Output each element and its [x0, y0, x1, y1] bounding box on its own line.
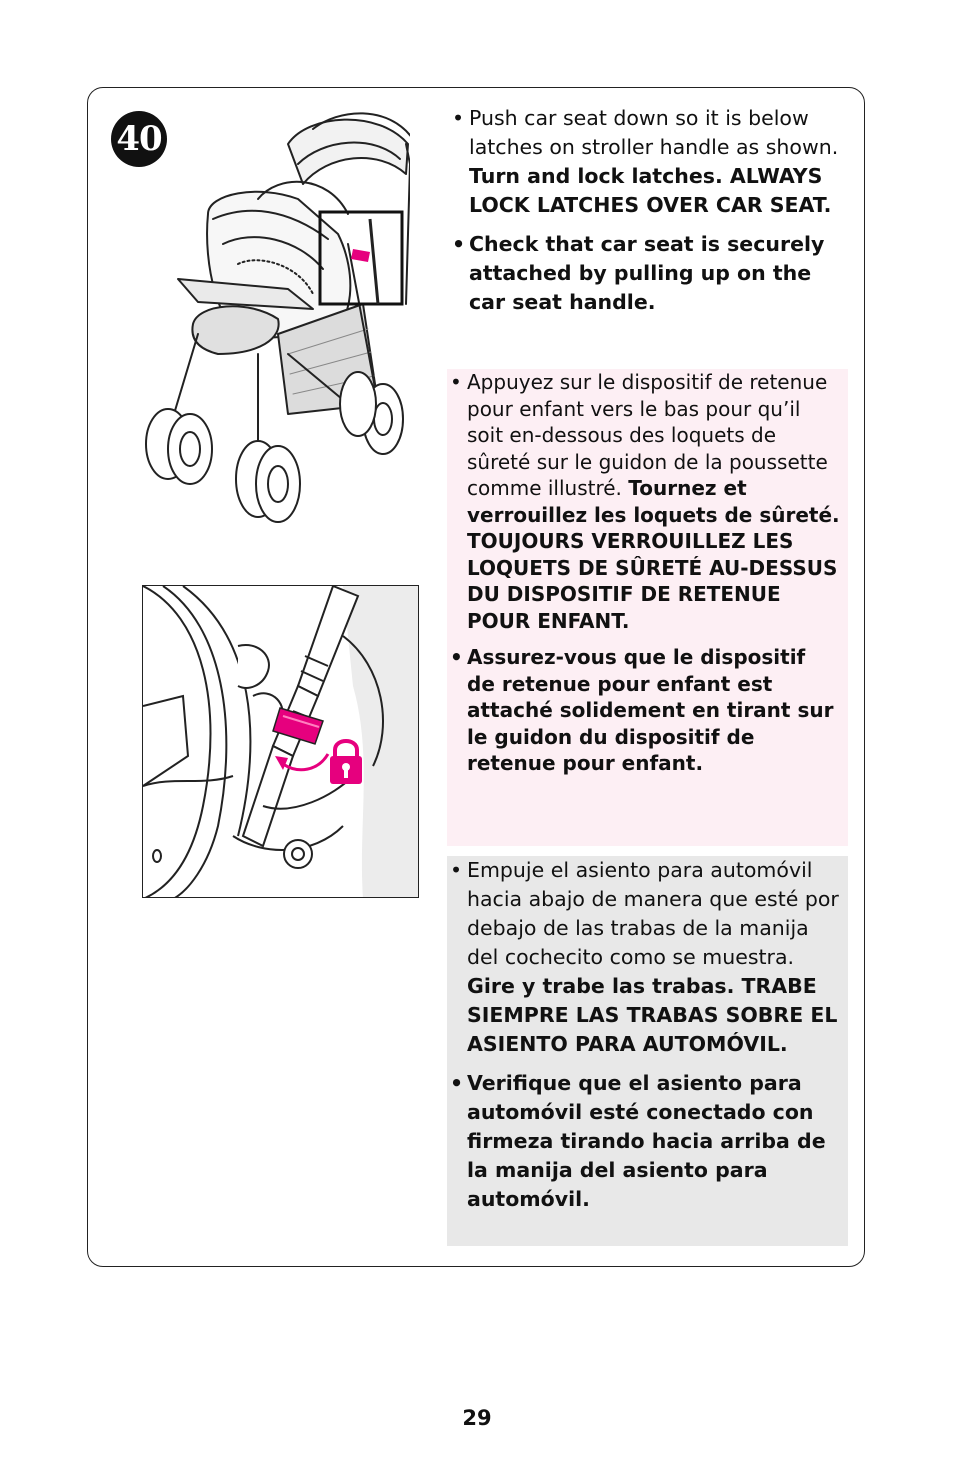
spanish-bullet-1 [447, 856, 848, 1059]
english-bullet-1-text: Push car seat down so it is below latches on stroller handle as shown. [469, 106, 839, 159]
french-bullet-2: • Assurez-vous que le dispositif de retenue pour enfant est attaché solidement en tirant sur le guidon du dispositif de retenue pour enfant. [447, 644, 848, 777]
stroller-illustration [138, 104, 410, 524]
english-bullet-1 [449, 104, 848, 220]
french-bullet-1-bold: Tournez et verrouillez les loquets de sûreté. TOUJOURS VERROUILLEZ LES LOQUETS DE SÛRETÉ AU-DESSUS DU DISPOSITIF DE RETENUE POUR ENFANT. [467, 476, 840, 633]
spanish-bullet-1-text: Empuje el asiento para automóvil hacia abajo de manera que esté por debajo de las trabas de la manija del cochecito como se muestra. [467, 858, 839, 969]
french-instructions [447, 369, 848, 846]
spanish-bullet-2: • Verifique que el asiento para automóvil esté conectado con firmeza tirando hacia arriba de la manija del asiento para automóvil. [447, 1069, 848, 1214]
step-number-badge: 40 [111, 111, 167, 167]
french-bullet-1-text: Appuyez sur le dispositif de retenue pour enfant vers le bas pour qu’il soit en-dessous des loquets de sûreté sur le guidon de la poussette comme illustré. [467, 370, 828, 500]
latch-detail-illustration [142, 585, 419, 898]
english-instructions [447, 104, 848, 327]
english-bullet-1-bold: Turn and lock latches. ALWAYS LOCK LATCHES OVER CAR SEAT. [469, 164, 832, 217]
latch-detail-drawing [143, 586, 419, 898]
page-number: 29 [462, 1406, 492, 1430]
spanish-instructions [447, 856, 848, 1246]
french-bullet-1 [447, 369, 848, 634]
english-bullet-2: • Check that car seat is securely attached by pulling up on the car seat handle. [449, 230, 848, 317]
spanish-bullet-1-bold: Gire y trabe las trabas. TRABE SIEMPRE LAS TRABAS SOBRE EL ASIENTO PARA AUTOMÓVIL. [467, 974, 838, 1056]
